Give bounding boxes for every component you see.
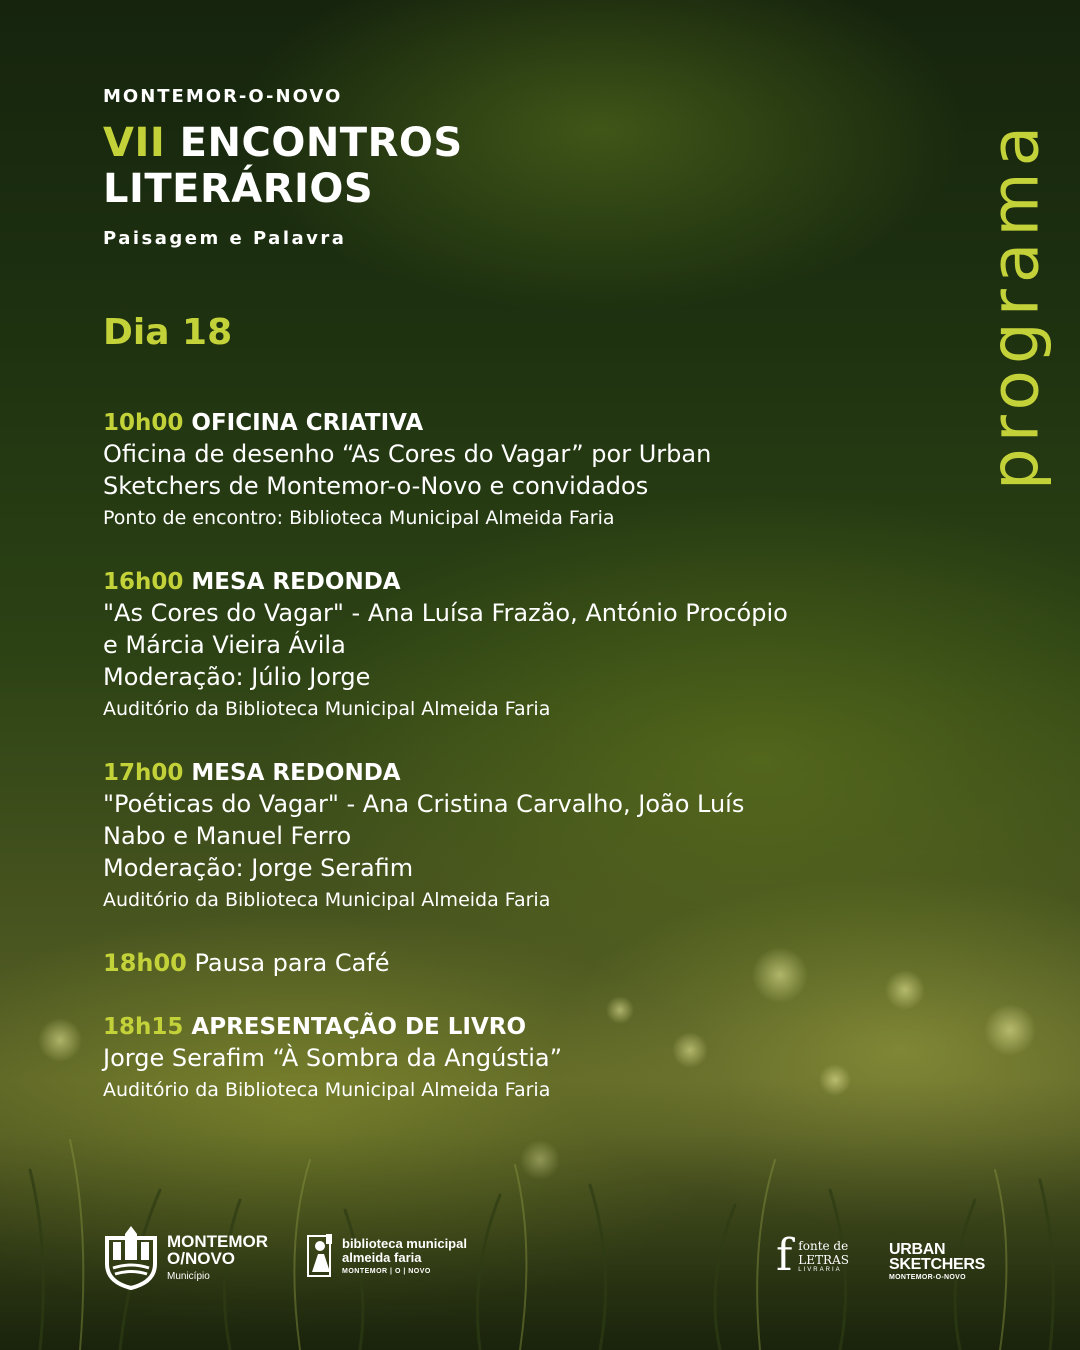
event-type: MESA REDONDA (191, 569, 401, 595)
title-line2: LITERÁRIOS (103, 166, 374, 212)
event-time: 17h00 (103, 760, 184, 786)
event-description-line: Sketchers de Montemor-o-Novo e convidados (103, 472, 649, 500)
urban-logo-sub: MONTEMOR-O-NOVO (889, 1274, 966, 1281)
fonte-logo-sub: LIVRARIA (798, 1267, 842, 1273)
event-moderator: Moderação: Jorge Serafim (103, 854, 414, 882)
event-title (103, 120, 463, 212)
title-line1: ENCONTROS (179, 120, 463, 166)
biblioteca-logo-line2: almeida faria (342, 1250, 422, 1265)
event-time: 10h00 (103, 410, 184, 436)
fonte-de-letras-mark: f (776, 1230, 793, 1281)
event-description-line: Oficina de desenho “As Cores do Vagar” por Urban (103, 440, 712, 468)
event-coffee-break (103, 948, 903, 978)
event-mesa-redonda-2 (103, 758, 903, 914)
event-type: APRESENTAÇÃO DE LIVRO (191, 1014, 527, 1040)
event-description-line: "As Cores do Vagar" - Ana Luísa Frazão, António Procópio (103, 599, 788, 627)
event-moderator: Moderação: Júlio Jorge (103, 663, 371, 691)
event-type: MESA REDONDA (191, 760, 401, 786)
municipio-logo (103, 1222, 268, 1292)
biblioteca-logo (306, 1232, 467, 1280)
event-location: Ponto de encontro: Biblioteca Municipal Almeida Faria (103, 507, 615, 529)
event-type: Pausa para Café (194, 949, 390, 977)
programa-vertical-label: programa (976, 119, 1054, 491)
city-name: MONTEMOR-O-NOVO (103, 86, 343, 107)
event-description-line: Jorge Serafim “À Sombra da Angústia” (103, 1044, 563, 1072)
urban-sketchers-logo (889, 1242, 985, 1281)
event-location: Auditório da Biblioteca Municipal Almeida Faria (103, 1079, 551, 1101)
fonte-logo-line1: fonte de (798, 1239, 849, 1253)
event-location: Auditório da Biblioteca Municipal Almeida Faria (103, 889, 551, 911)
day-heading: Dia 18 (103, 312, 233, 353)
event-time: 16h00 (103, 569, 184, 595)
municipio-logo-line1: MONTEMOR (167, 1231, 269, 1251)
fonte-logo-line2: LETRAS (798, 1253, 849, 1267)
event-time: 18h15 (103, 1014, 184, 1040)
biblioteca-logo-line1: biblioteca municipal (342, 1236, 467, 1251)
biblioteca-logo-sub: MONTEMOR | O | NOVO (342, 1268, 431, 1275)
edition-number: VII (103, 120, 166, 166)
event-description-line: e Márcia Vieira Ávila (103, 631, 346, 659)
municipio-logo-line2: O/NOVO (167, 1248, 236, 1268)
event-time: 18h00 (103, 949, 187, 977)
municipio-logo-sub: Município (167, 1270, 210, 1282)
event-location: Auditório da Biblioteca Municipal Almeida Faria (103, 698, 551, 720)
fonte-de-letras-logo (776, 1230, 849, 1281)
urban-logo-line1: URBAN (889, 1241, 946, 1258)
event-subtitle: Paisagem e Palavra (103, 228, 347, 249)
event-description-line: Nabo e Manuel Ferro (103, 822, 352, 850)
event-oficina (103, 408, 903, 532)
event-type: OFICINA CRIATIVA (191, 410, 424, 436)
event-book-presentation (103, 1012, 903, 1104)
library-figure-icon (306, 1232, 336, 1280)
event-mesa-redonda-1 (103, 567, 903, 723)
event-description-line: "Poéticas do Vagar" - Ana Cristina Carvalho, João Luís (103, 790, 745, 818)
castle-shield-icon (103, 1224, 159, 1290)
urban-logo-line2: SKETCHERS (889, 1256, 985, 1273)
